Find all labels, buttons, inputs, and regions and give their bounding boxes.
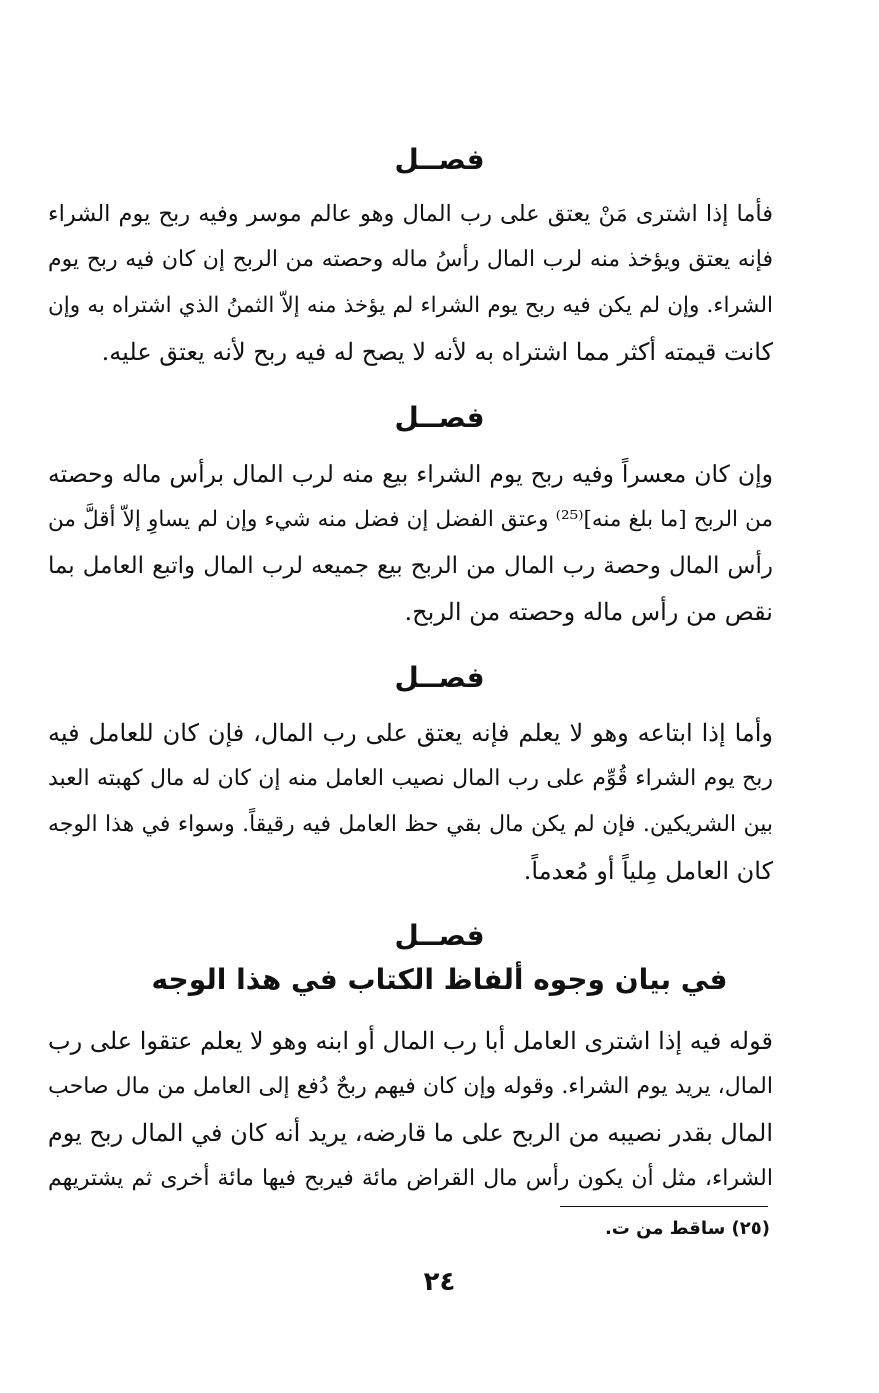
text-line: الشراء. وإن لم يكن فيه ربح يوم الشراء لم يؤخذ منه إلاّ الثمنُ الذي اشتراه به وإن xyxy=(48,293,773,318)
text-line: نقص من رأس ماله وحصته من الربح. xyxy=(404,598,773,626)
text-line: كان العامل مِلياً أو مُعدماً. xyxy=(523,857,773,885)
footnote-rule xyxy=(560,1206,768,1207)
section-heading: فصــل xyxy=(394,401,485,434)
text-line: وإن كان معسراً وفيه ربح يوم الشراء بيع منه لرب المال برأس ماله وحصته xyxy=(48,460,773,488)
text-line: رأس المال وحصة رب المال من الربح بيع جميعه لرب المال واتبع العامل بما xyxy=(48,553,773,579)
footnote: (٢٥) ساقط من ت. xyxy=(604,1218,770,1239)
page-number: ٢٤ xyxy=(423,1267,456,1297)
text-line: الشراء، مثل أن يكون رأس مال القراض مائة فيربح فيها مائة أخرى ثم يشتريهم xyxy=(48,1166,773,1191)
text-line: وأما إذا ابتاعه وهو لا يعلم فإنه يعتق على رب المال، فإن كان للعامل فيه xyxy=(48,719,773,747)
section-subheading: في بيان وجوه ألفاظ الكتاب في هذا الوجه xyxy=(151,963,728,996)
text-line: فأما إذا اشترى مَنْ يعتق على رب المال وهو عالم موسر وفيه ربح يوم الشراء xyxy=(48,201,773,227)
text-line: من الربح [ما بلغ منه]⁽²⁵⁾ وعتق الفضل إن فضل منه شيء وإن لم يساوِ إلاّ أقلَّ من xyxy=(48,507,773,532)
text-line: المال، يريد يوم الشراء. وقوله وإن كان فيهم ربحٌ دُفع إلى العامل من مال صاحب xyxy=(48,1074,773,1099)
text-line: قوله فيه إذا اشترى العامل أبا رب المال أو ابنه وهو لا يعلم عتقوا على رب xyxy=(48,1027,773,1055)
section-heading: فصــل xyxy=(394,143,485,176)
section-heading: فصــل xyxy=(394,919,485,952)
text-line: ربح يوم الشراء قُوِّم على رب المال نصيب العامل منه إن كان له مال كهبته العبد xyxy=(48,766,773,791)
section-heading: فصــل xyxy=(394,661,485,694)
text-line: بين الشريكين. فإن لم يكن مال بقي حظ العامل فيه رقيقاً. وسواء في هذا الوجه xyxy=(48,812,773,837)
text-line: فإنه يعتق ويؤخذ منه لرب المال رأسُ ماله وحصته من الربح إن كان فيه ربح يوم xyxy=(48,247,773,272)
text-line: كانت قيمته أكثر مما اشتراه به لأنه لا يصح له فيه ربح لأنه يعتق عليه. xyxy=(101,338,773,366)
text-line: المال بقدر نصيبه من الربح على ما قارضه، يريد أنه كان في المال ربح يوم xyxy=(48,1119,773,1147)
